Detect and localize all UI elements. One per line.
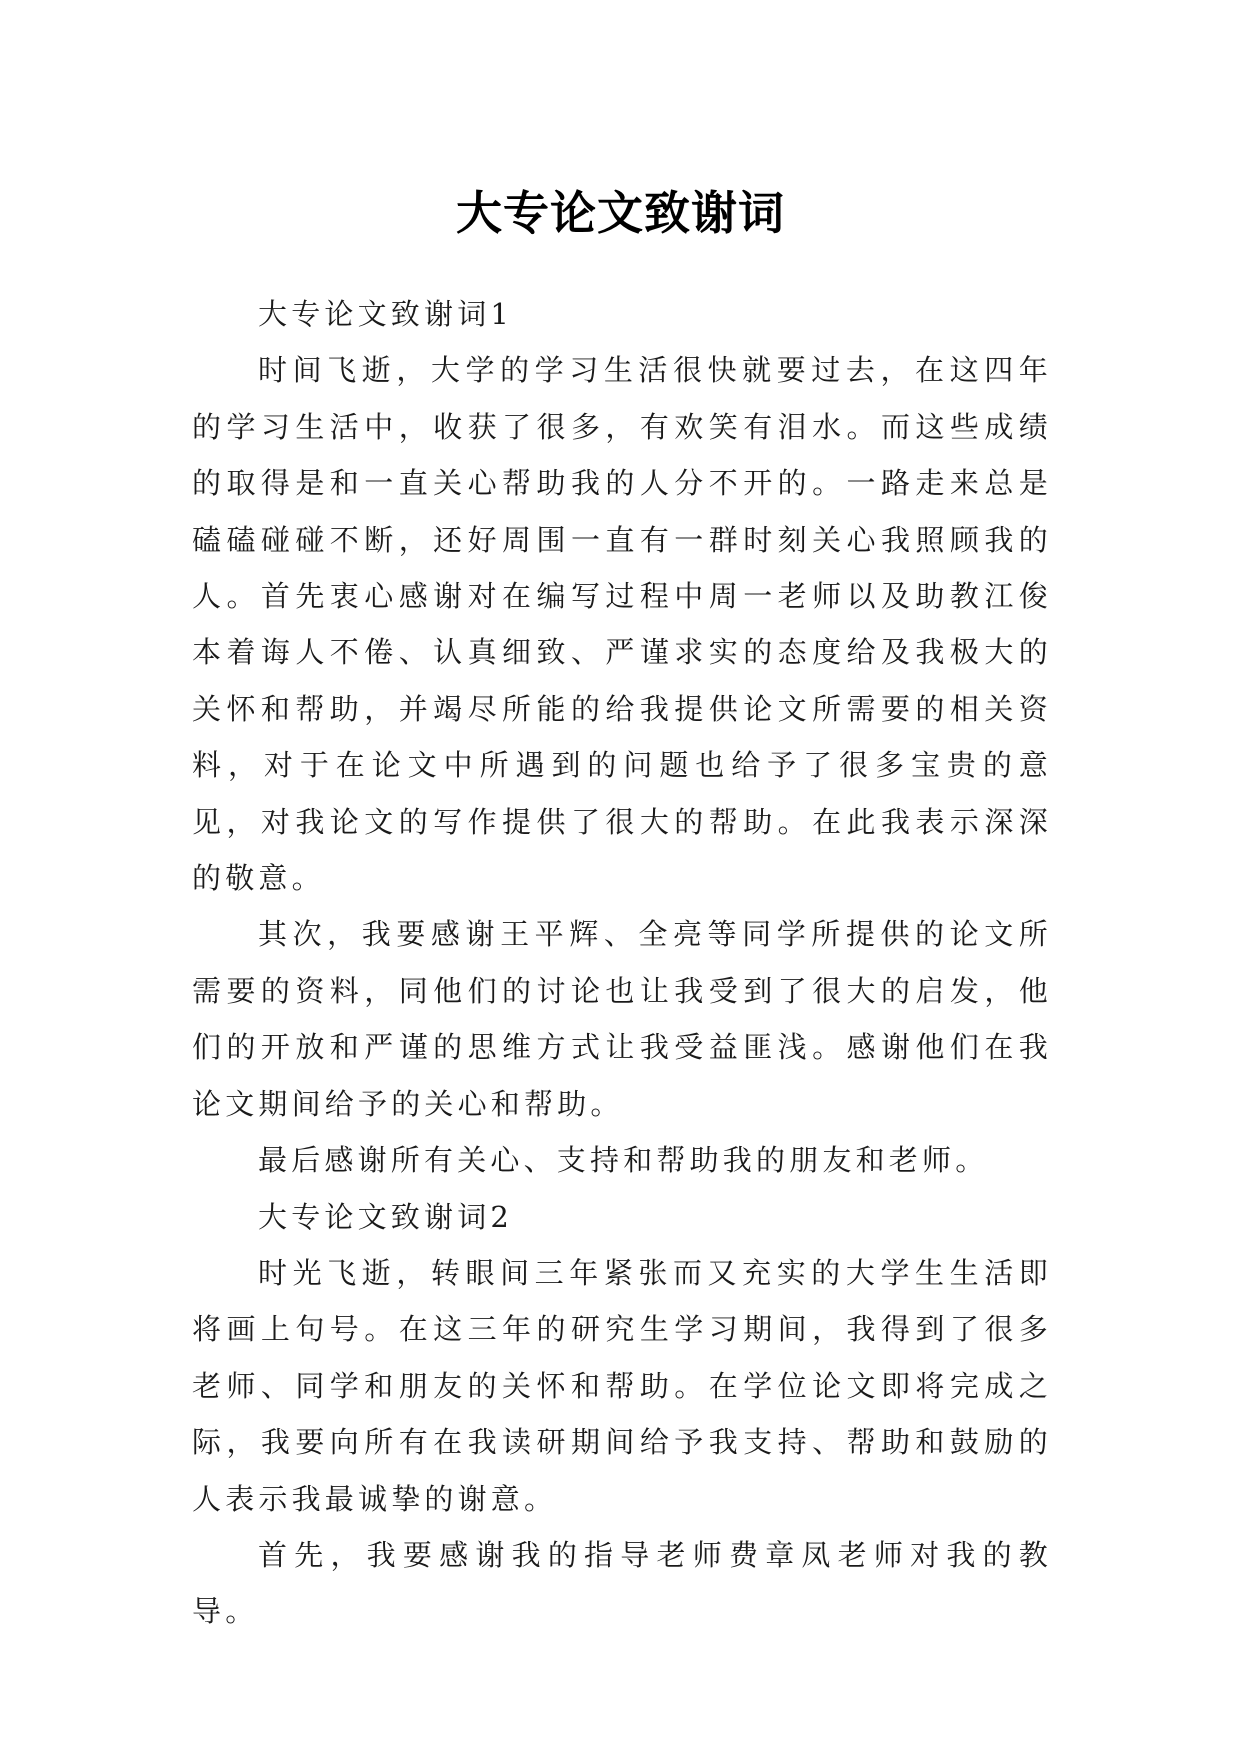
section-heading-1: 大专论文致谢词1 (258, 297, 514, 331)
paragraph: 其次，我要感谢王平辉、全亮等同学所提供的论文所需要的资料，同他们的讨论也让我受到了很大的启发，他们的开放和严谨的思维方式让我受益匪浅。感谢他们在我论文期间给予的关心和帮助。 (192, 917, 1052, 1121)
paragraph: 最后感谢所有关心、支持和帮助我的朋友和老师。 (258, 1143, 989, 1178)
paragraph: 时间飞逝，大学的学习生活很快就要过去，在这四年的学习生活中，收获了很多，有欢笑有泪水。而这些成绩的取得是和一直关心帮助我的人分不开的。一路走来总是磕磕碰碰不断，还好周围一直有一群时刻关心我照顾我的人。首先衷心感谢对在编写过程中周一老师以及助教江俊本着诲人不倦、认真细致、严谨求实的态度给及我极大的关怀和帮助，并竭尽所能的给我提供论文所需要的相关资料，对于在论文中所遇到的问题也给予了很多宝贵的意见，对我论文的写作提供了很大的帮助。在此我表示深深的敬意。 (192, 353, 1052, 896)
section-heading-2: 大专论文致谢词2 (258, 1199, 514, 1234)
document-title: 大专论文致谢词 (456, 185, 785, 240)
document-body (192, 286, 1052, 1640)
paragraph: 首先，我要感谢我的指导老师费章凤老师对我的教导。 (192, 1537, 1052, 1629)
paragraph: 时光飞逝，转眼间三年紧张而又充实的大学生生活即将画上句号。在这三年的研究生学习期间，我得到了很多老师、同学和朋友的关怀和帮助。在学位论文即将完成之际，我要向所有在我读研期间给予我支持、帮助和鼓励的人表示我最诚挚的谢意。 (192, 1255, 1052, 1516)
